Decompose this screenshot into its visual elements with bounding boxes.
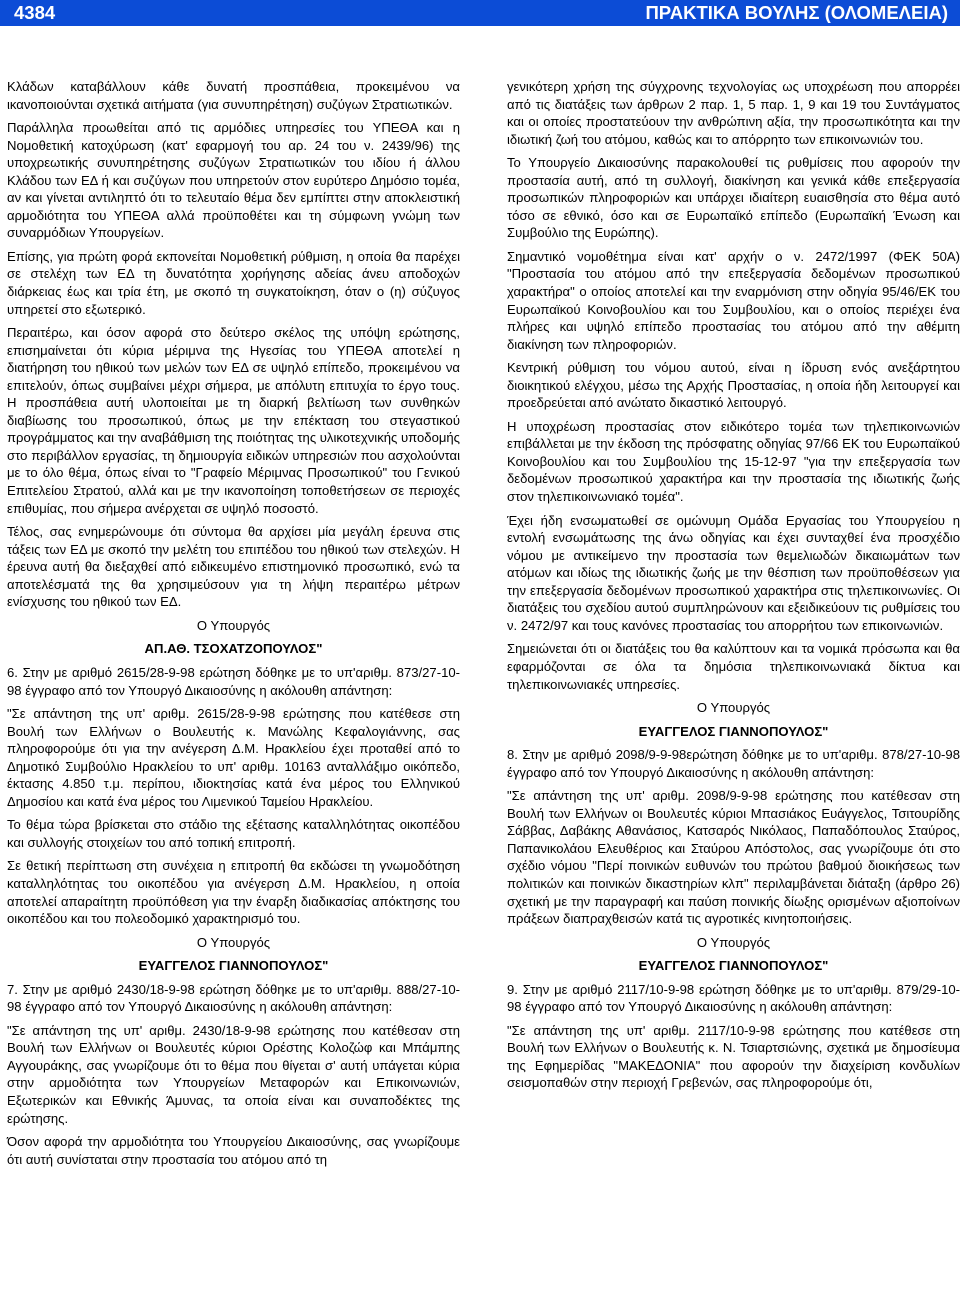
paragraph: Το θέμα τώρα βρίσκεται στο στάδιο της εξέτασης καταλληλότητας οικοπέδου και συλλογής στοιχείων του από τοπική επιτροπή. <box>7 817 460 850</box>
paragraph: Σε θετική περίπτωση στη συνέχεια η επιτροπή θα εκδώσει τη γνωμοδότηση καταλληλότητας του οικοπέδου για ανέγερση Δ.Μ. Ηρακλείου, η οποία αποτελεί απαραίτητη προϋπόθεση για την έναρξη διαδικασίας απόκτησης του οικοπέδου και του πολεοδομικό χαρακτηρισμό του. <box>7 858 460 927</box>
signature-title: Ο Υπουργός <box>196 617 271 633</box>
paragraph: 7. Στην με αριθμό 2430/18-9-98 ερώτηση δόθηκε με το υπ'αριθμ. 888/27-10-98 έγγραφο από τον Υπουργό Δικαιοσύνης η ακόλουθη απάντηση: <box>7 981 460 1015</box>
signature-name: ΑΠ.ΑΘ. ΤΣΟΧΑΤΖΟΠΟΥΛΟΣ" <box>144 641 323 657</box>
page-header <box>0 0 960 26</box>
signature-name: ΕΥΑΓΓΕΛΟΣ ΓΙΑΝΝΟΠΟΥΛΟΣ" <box>638 958 829 974</box>
left-column <box>7 78 460 1174</box>
paragraph: 6. Στην με αριθμό 2615/28-9-98 ερώτηση δόθηκε με το υπ'αριθμ. 873/27-10-98 έγγραφο από τον Υπουργό Δικαιοσύνης η ακόλουθη απάντηση: <box>7 664 460 698</box>
signature-title: Ο Υπουργός <box>196 934 271 950</box>
paragraph: γενικότερη χρήση της σύγχρονης τεχνολογίας ως υποχρέωση που απορρέει από τις διατάξεις των άρθρων 2 παρ. 1, 5 παρ. 1, 9 και 19 του Συντάγματος και οι οποίες προστατεύουν την ανθρώπινη αξία, την προσωπικότητα και την ιδιωτική ζωή του ατόμου, καθώς και το απόρρητο των επικοινωνιών του. <box>507 79 960 147</box>
paragraph: Η υποχρέωση προστασίας στον ειδικότερο τομέα των τηλεπικοινωνιών επιβάλλεται με την έκδοση της πρόσφατης οδηγίας 97/66 ΕΚ του Ευρωπαϊκού Κοινοβουλίου και του Συμβουλίου της 15-12-97 "για την επεξεργασία των δεδομένων προσωπικού χαρακτήρα και την προστασία της ιδιωτικής ζωής στον τηλεπικοινωνιακό τομέα". <box>507 418 960 505</box>
paragraph: Παράλληλα προωθείται από τις αρμόδιες υπηρεσίες του ΥΠΕΘΑ και η Νομοθετική κατοχύρωση (κατ' εφαρμογή του αρ. 24 του ν. 2439/96) της υποχρεωτικής συνυπηρέτησης συζύγων Στρατιωτικών του ιδίου ή άλλου Κλάδου των ΕΔ ή και συζύγων που υπηρετούν στον ευρύτερο Δημόσιο τομέα, αν και γίνεται αντιληπτό ότι το τελευταίο θέμα δεν εμπίπτει στην αποκλειστική αρμοδιότητα του ΥΠΕΘΑ αλλά προϋποθέτει και τη σύμφωνη γνώμη των συναρμόδιων Υπουργείων. <box>7 120 460 241</box>
paragraph: Έχει ήδη ενσωματωθεί σε ομώνυμη Ομάδα Εργασίας του Υπουργείου η εντολή ενσωμάτωσης της άνω οδηγίας και έχει συνταχθεί ένα προσχέδιο νόμου με αντικείμενο την προστασία των θεμελιωδών δικαιωμάτων των ατόμων και ιδίως της ιδιωτικής ζωής με την θέσπιση των προϋποθέσεων για την επεξεργασία δεδομένων προσωπικού χαρακτήρα στις τηλεπικοινωνίες. Οι διατάξεις του σχεδίου αυτού συμπληρώνουν και εξειδικεύουν τις ρυθμίσεις του ν. 2472/97 και τους κανόνες προστασίας του απορρήτου των επικοινωνιών. <box>507 512 960 633</box>
signature-name: ΕΥΑΓΓΕΛΟΣ ΓΙΑΝΝΟΠΟΥΛΟΣ" <box>638 723 829 739</box>
paragraph: Κεντρική ρύθμιση του νόμου αυτού, είναι η ίδρυση ενός ανεξάρτητου διοικητικού ελέγχου, μέσω της Αρχής Προστασίας, η οποία ήδη λειτουργεί και προεδρεύεται από ανώτατο δικαστικό λειτουργό. <box>507 360 960 411</box>
paragraph: Περαιτέρω, και όσον αφορά στο δεύτερο σκέλος της υπόψη ερώτησης, επισημαίνεται ότι κύρια μέριμνα της Ηγεσίας του ΥΠΕΘΑ αποτελεί η διατήρηση του ηθικού των μελών των ΕΔ σε υψηλό επίπεδο, προκειμένου να επιτελούν, όπως συμβαίνει μέχρι σήμερα, με απόλυτη επιτυχία το έργο τους. Η προσπάθεια αυτή υλοποιείται με τη διαρκή βελτίωση των συνθηκών διαβίωσης του προσωπικού, όπως με την επέκταση του στεγαστικού προγράμματος και την αναβάθμιση της ποιότητας της υλικοτεχνικής υποδομής στο περιβάλλον εργασίας, τη δημιουργία ειδικών υπηρεσιών που ασχολούνται με το όλο θέμα, όπως είναι το "Γραφείο Μέριμνας Προσωπικού" του Γενικού Επιτελείου Στρατού, αλλά και με την ικανοποίηση τοποθετήσεων σε περιοχές επιθυμίας, που σήμερα ανέρχεται σε υψηλό ποσοστό. <box>7 325 460 516</box>
paragraph: Σημαντικό νομοθέτημα είναι κατ' αρχήν ο ν. 2472/1997 (ΦΕΚ 50Α) "Προστασία του ατόμου από την επεξεργασία δεδομένων προσωπικού χαρακτήρα" ο οποίος αποτελεί και την εναρμόνιση στην οδηγία 95/46/ΕΚ του Ευρωπαϊκού Κοινοβουλίου και του Συμβουλίου, και ο οποίος περιέχει ένα πλήρες και υψηλό επίπεδο προστασίας του ατόμου από την αθέμιτη διακίνηση των πληροφοριών. <box>507 248 960 352</box>
publication-title: ΠΡΑΚΤΙΚΑ ΒΟΥΛΗΣ (ΟΛΟΜΕΛΕΙΑ) <box>645 2 948 23</box>
paragraph: "Σε απάντηση της υπ' αριθμ. 2117/10-9-98 ερώτησης που κατέθεσε στη Βουλή των Ελλήνων ο Βουλευτής κ. Ν. Τσιαρτσιώνης, σχετικά με δημοσίευμα της Εφημερίδας "ΜΑΚΕΔΟΝΙΑ" που αφορούν την διαχείριση κονδυλίων σεισμοπαθών στην περιοχή Γρεβενών, σας πληροφορούμε ότι, <box>507 1022 960 1091</box>
paragraph: "Σε απάντηση της υπ' αριθμ. 2098/9-9-98 ερώτησης που κατέθεσαν στη Βουλή των Ελλήνων οι Βουλευτές κύριοι Μπασιάκος Ευάγγελος, Τσιτουρίδης Σάββας, Δαβάκης Αθανάσιος, Κατσαρός Νικόλαος, Παπαδόπουλος Σταύρος, Παπανικολάου Ελευθέριος και Σταύρου Απόστολος, σας γνωρίζουμε ότι στο σχέδιο νόμου "Περί ποινικών ευθυνών του πρώτου βαθμού διοικήσεως των πολιτικών και ποινικών δικαστηρίων κλπ" περιλαμβάνεται διάταξη (άρθρο 26) σχετική με την παραγραφή και παύση ποινικής δίωξης ορισμένων αξιοποίνων πράξεων διαπραχθεισών κατά τις αγροτικές κινητοποιήσεις. <box>507 788 960 927</box>
paragraph: Τέλος, σας ενημερώνουμε ότι σύντομα θα αρχίσει μία μεγάλη έρευνα στις τάξεις των ΕΔ με σκοπό την μελέτη του επιπέδου του ηθικού των στελεχών. Η έρευνα αυτή θα διεξαχθεί από ειδικευμένο επιστημονικό προσωπικό, ενώ τα αποτελέσματά της θα χρησιμεύσουν για τη λήψη περαιτέρω μέτρων ενίσχυσης του ηθικού των ΕΔ. <box>7 524 460 610</box>
paragraph: Όσον αφορά την αρμοδιότητα του Υπουργείου Δικαιοσύνης, σας γνωρίζουμε ότι αυτή συνίσταται στην προστασία του ατόμου από τη <box>7 1134 460 1167</box>
page-number: 4384 <box>14 2 56 23</box>
paragraph: Επίσης, για πρώτη φορά εκπονείται Νομοθετική ρύθμιση, η οποία θα παρέχει σε στελέχη των ΕΔ τη δυνατότητα χορήγησης αδείας άνευ αποδοχών διάρκειας έως και τρία έτη, με σκοπό τη συγκατοίκηση, όταν ο (η) σύζυγος υπηρετεί στο εξωτερικό. <box>7 248 460 317</box>
paragraph: "Σε απάντηση της υπ' αριθμ. 2615/28-9-98 ερώτησης που κατέθεσε στη Βουλή των Ελλήνων ο Βουλευτής κ. Μανώλης Κεφαλογιάννης, σας πληροφορούμε ότι για την ανέγερση Δ.Μ. Ηρακλείου έχει προταθεί από το Δημοτικό Συμβούλιο Ηρακλείου το υπ' αριθμ. 10163 ανταλλάξιμο οικόπεδο, έκτασης 4.850 τ.μ. περίπου, ιδιοκτησίας κατά ένα μέρος του Ελληνικού Δημοσίου και κατά ένα μέρος του Λιμενικού Ταμείου Ηρακλείου. <box>7 706 460 809</box>
right-column <box>507 78 960 1098</box>
signature-title: Ο Υπουργός <box>696 934 771 950</box>
paragraph: 9. Στην με αριθμό 2117/10-9-98 ερώτηση δόθηκε με το υπ'αριθμ. 879/29-10-98 έγγραφο από τον Υπουργό Δικαιοσύνης η ακόλουθη απάντηση: <box>507 981 960 1015</box>
paragraph: "Σε απάντηση της υπ' αριθμ. 2430/18-9-98 ερώτησης που κατέθεσαν στη Βουλή των Ελλήνων οι Βουλευτές κύριοι Ορέστης Κολοζώφ και Μπάμπης Αγγουράκης, σας γνωρίζουμε ότι το θέμα που θίγεται σ' αυτή υπάγεται κύρια στην αρμοδιότητα των Υπουργείων Μεταφορών και Επικοινωνιών, Εξωτερικών και Εθνικής Άμυνας, τα οποία είναι και συναποδέκτες της ερώτησης. <box>7 1022 460 1126</box>
paragraph: 8. Στην με αριθμό 2098/9-9-98ερώτηση δόθηκε με το υπ'αριθμ. 878/27-10-98 έγγραφο από τον Υπουργό Δικαιοσύνης η ακόλουθη απάντηση: <box>507 747 960 780</box>
signature-title: Ο Υπουργός <box>696 700 771 716</box>
paragraph: Το Υπουργείο Δικαιοσύνης παρακολουθεί τις ρυθμίσεις που αφορούν την προστασία αυτή, από τη συλλογή, διακίνηση και γενικά κάθε επεξεργασία προσωπικών πληροφοριών και υπάρχει ιδιαίτερη ευαισθησία στο θέμα αυτό τόσο σε εθνικό, όσο και σε Ευρωπαϊκό επίπεδο (Ευρωπαϊκή Ένωση και Συμβούλιο της Ευρώπης). <box>507 155 960 241</box>
signature-name: ΕΥΑΓΓΕΛΟΣ ΓΙΑΝΝΟΠΟΥΛΟΣ" <box>138 958 329 974</box>
paragraph: Σημειώνεται ότι οι διατάξεις του θα καλύπτουν και τα νομικά πρόσωπα και θα εφαρμόζονται σε όλα τα δημόσια τηλεπικοινωνιακά δίκτυα και τηλεπικοινωνιακές υπηρεσίες. <box>507 641 960 692</box>
paragraph: Κλάδων καταβάλλουν κάθε δυνατή προσπάθεια, προκειμένου να ικανοποιούνται σχετικά αιτήματα (για συνυπηρέτηση) συζύγων Στρατιωτικών. <box>7 79 460 112</box>
